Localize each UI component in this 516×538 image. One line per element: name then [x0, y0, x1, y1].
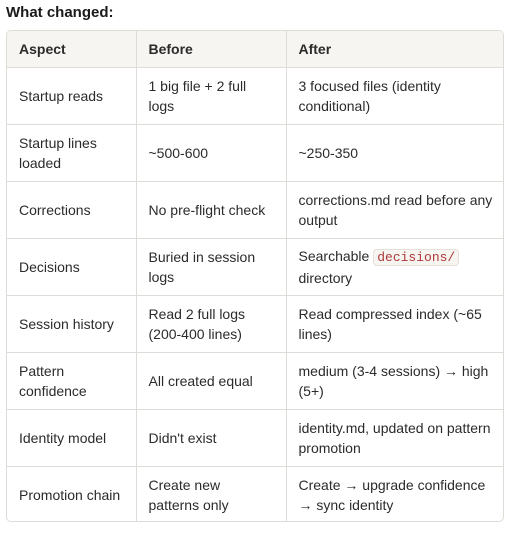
cell-after: identity.md, updated on pattern promotion [286, 410, 504, 467]
cell-aspect: Decisions [7, 239, 136, 296]
table-row [7, 125, 504, 182]
cell-before: 1 big file + 2 full logs [136, 68, 286, 125]
cell-after [286, 239, 504, 296]
cell-after: 3 focused files (identity conditional) [286, 68, 504, 125]
table-row [7, 239, 504, 296]
cell-after: Read compressed index (~65 lines) [286, 296, 504, 353]
column-header-aspect: Aspect [7, 31, 136, 68]
cell-after: medium (3-4 sessions) → high (5+) [286, 353, 504, 410]
table-row [7, 296, 504, 353]
cell-aspect: Identity model [7, 410, 136, 467]
cell-before: Buried in session logs [136, 239, 286, 296]
cell-before: Create new patterns only [136, 467, 286, 523]
cell-before: No pre-flight check [136, 182, 286, 239]
column-header-before: Before [136, 31, 286, 68]
cell-aspect: Corrections [7, 182, 136, 239]
table-row [7, 467, 504, 523]
cell-before: Didn't exist [136, 410, 286, 467]
cell-after-suffix: directory [298, 270, 353, 286]
cell-aspect: Session history [7, 296, 136, 353]
cell-before: Read 2 full logs (200-400 lines) [136, 296, 286, 353]
cell-after-prefix: Searchable [298, 248, 370, 264]
table-row [7, 182, 504, 239]
cell-after: corrections.md read before any output [286, 182, 504, 239]
table-row [7, 353, 504, 410]
cell-aspect: Startup lines loaded [7, 125, 136, 182]
cell-before: ~500-600 [136, 125, 286, 182]
cell-after: ~250-350 [286, 125, 504, 182]
inline-code: decisions/ [373, 249, 459, 266]
section-heading: What changed: [6, 4, 114, 21]
column-header-after: After [286, 31, 504, 68]
table-header-row [7, 31, 504, 68]
table-row [7, 68, 504, 125]
cell-before: All created equal [136, 353, 286, 410]
table-row [7, 410, 504, 467]
comparison-table [6, 30, 504, 522]
cell-aspect: Promotion chain [7, 467, 136, 523]
cell-aspect: Pattern confidence [7, 353, 136, 410]
cell-aspect: Startup reads [7, 68, 136, 125]
cell-after: Create → upgrade confidence → sync identity [298, 477, 486, 513]
